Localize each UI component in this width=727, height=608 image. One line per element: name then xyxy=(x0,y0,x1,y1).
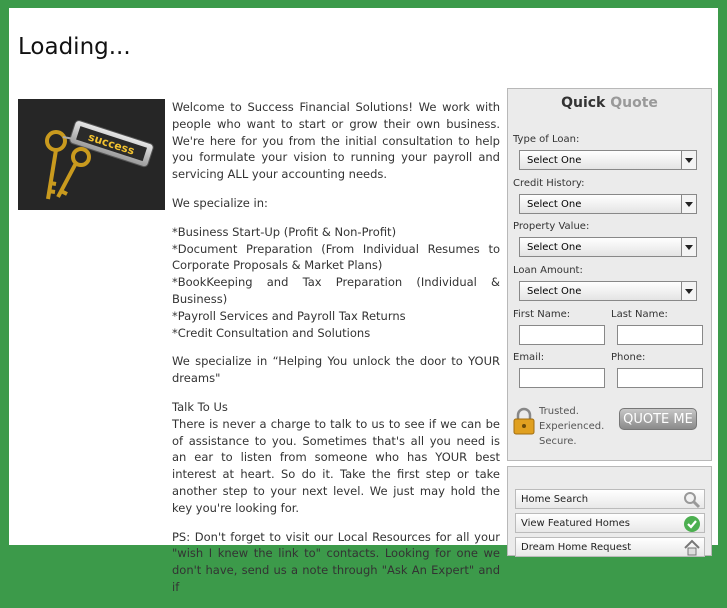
credit-history-select[interactable] xyxy=(519,194,697,214)
trust-line: Secure. xyxy=(539,436,577,447)
loan-type-label: Type of Loan: xyxy=(513,134,580,145)
quick-quote-title-accent: Quote xyxy=(610,95,658,111)
services-list xyxy=(172,224,500,342)
links-panel xyxy=(507,466,712,556)
email-label: Email: xyxy=(513,352,545,363)
loan-amount-value: Select One xyxy=(527,286,582,297)
trust-line: Experienced. xyxy=(539,421,605,432)
magnifier-icon xyxy=(683,491,701,509)
email-field[interactable] xyxy=(519,368,605,388)
loan-type-value: Select One xyxy=(527,155,582,166)
specialize-heading: We specialize in: xyxy=(172,195,268,210)
hero-image xyxy=(18,99,165,210)
chevron-down-icon xyxy=(681,195,696,213)
quick-quote-title xyxy=(508,95,711,111)
trust-line: Trusted. xyxy=(539,406,579,417)
trust-text xyxy=(539,404,604,449)
talk-section xyxy=(172,399,500,517)
property-value-label: Property Value: xyxy=(513,221,590,232)
house-icon xyxy=(683,539,701,557)
intro-paragraph: Welcome to Success Financial Solutions! We work with people who want to start or grow their own business. We're here for you from the initial consultation to help you formulate your vision to running your payroll and servicing ALL your accounting needs. xyxy=(172,100,500,182)
loan-type-select[interactable] xyxy=(519,150,697,170)
page-heading: Loading... xyxy=(18,34,131,60)
link-dream-home[interactable] xyxy=(515,537,705,557)
quick-quote-title-main: Quick xyxy=(561,95,606,111)
hero-badge-text: success xyxy=(86,130,137,158)
chevron-down-icon xyxy=(681,282,696,300)
talk-body: There is never a charge to talk to us to see if we can be of assistance to you. Sometimes that's all you need is an ear to listen from someone who has YOUR best interest at heart. So do it. Take the first step or take another step to your next level. We just may hold the key you're looking for. xyxy=(172,416,500,515)
service-item: *Payroll Services and Payroll Tax Returns xyxy=(172,308,406,323)
link-featured-homes[interactable] xyxy=(515,513,705,533)
phone-field[interactable] xyxy=(617,368,703,388)
phone-label: Phone: xyxy=(611,352,646,363)
credit-history-label: Credit History: xyxy=(513,178,585,189)
service-item: *BookKeeping and Tax Preparation (Individual & Business) xyxy=(172,275,500,306)
first-name-label: First Name: xyxy=(513,309,571,320)
page-container xyxy=(9,8,718,594)
quick-quote-panel xyxy=(507,88,712,461)
service-item: *Document Preparation (From Individual Resumes to Corporate Proposals & Market Plans) xyxy=(172,241,500,273)
tagline-paragraph: We specialize in “Helping You unlock the door to YOUR dreams" xyxy=(172,354,500,386)
lock-icon xyxy=(513,407,535,435)
loan-amount-select[interactable] xyxy=(519,281,697,301)
check-icon xyxy=(683,515,701,533)
chevron-down-icon xyxy=(681,151,696,169)
loan-amount-label: Loan Amount: xyxy=(513,265,583,276)
property-value-select[interactable] xyxy=(519,237,697,257)
service-item: *Business Start-Up (Profit & Non-Profit) xyxy=(172,224,397,239)
link-label: Home Search xyxy=(521,494,589,505)
last-name-field[interactable] xyxy=(617,325,703,345)
ps-paragraph: PS: Don't forget to visit our Local Resources for all your "wish I knew the link to" contacts. Looking for one we don't have, send us a note through "Ask An Expert" and if xyxy=(172,529,500,594)
service-item: *Credit Consultation and Solutions xyxy=(172,325,371,340)
quote-me-button[interactable]: QUOTE ME xyxy=(619,408,697,430)
property-value-value: Select One xyxy=(527,242,582,253)
chevron-down-icon xyxy=(681,238,696,256)
link-home-search[interactable] xyxy=(515,489,705,509)
talk-heading: Talk To Us xyxy=(172,399,228,414)
last-name-label: Last Name: xyxy=(611,309,668,320)
link-label: Dream Home Request xyxy=(521,542,632,553)
credit-history-value: Select One xyxy=(527,199,582,210)
first-name-field[interactable] xyxy=(519,325,605,345)
link-label: View Featured Homes xyxy=(521,518,630,529)
main-content xyxy=(172,99,500,608)
